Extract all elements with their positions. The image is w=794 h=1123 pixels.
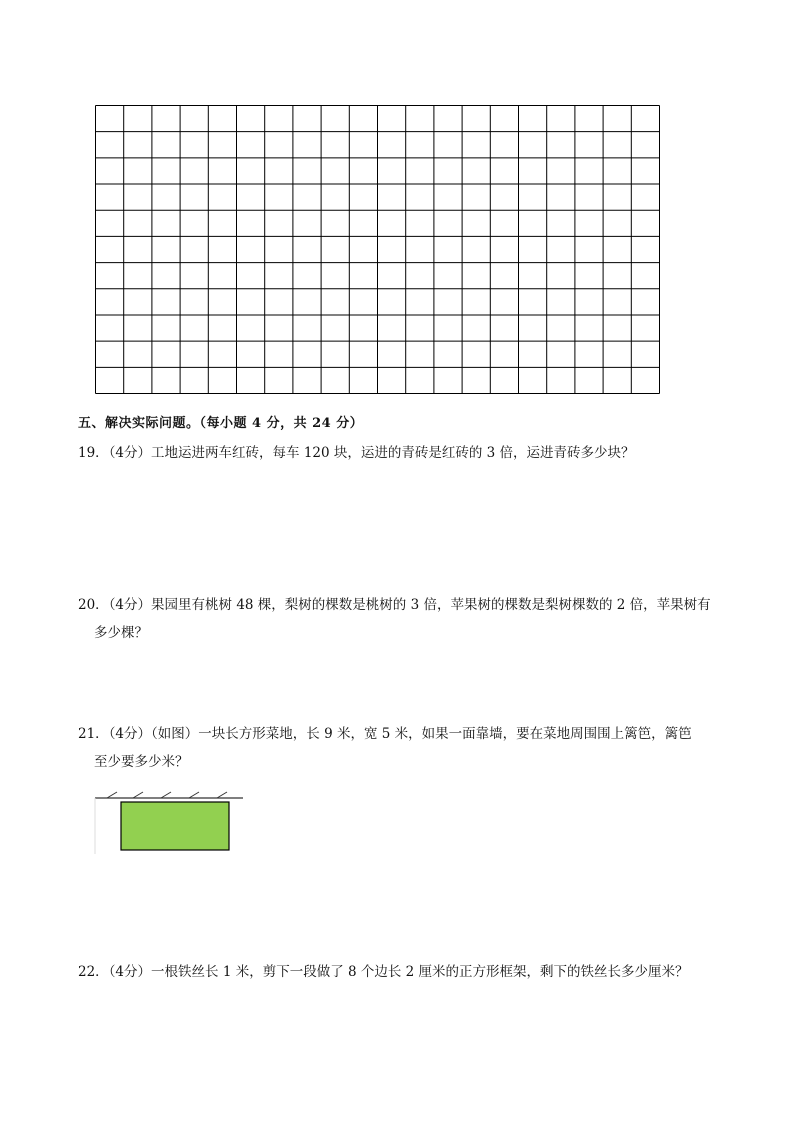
wall-hatch bbox=[217, 792, 227, 798]
wall-hatch bbox=[133, 792, 143, 798]
section-title: 五、解决实际问题。（每小题 4 分，共 24 分） bbox=[78, 416, 364, 431]
field-rectangle bbox=[121, 802, 229, 850]
question-text: （如图）一块长方形菜地，长 9 米，宽 5 米，如果一面靠墙，要在菜地周围围上篱笆，篱笆 bbox=[151, 726, 692, 742]
question-22 bbox=[78, 958, 728, 986]
question-text-continued: 至少要多少米？ bbox=[94, 754, 189, 770]
question-score: （4分） bbox=[108, 726, 152, 742]
field-diagram bbox=[93, 790, 245, 856]
wall-hatch bbox=[161, 792, 171, 798]
question-score: （4分） bbox=[108, 964, 152, 980]
question-score: （4分） bbox=[108, 597, 152, 613]
question-text: 果园里有桃树 48 棵，梨树的棵数是桃树的 3 倍，苹果树的棵数是梨树棵数的 2 倍，苹果树有 bbox=[151, 597, 711, 613]
question-number: 20． bbox=[78, 597, 109, 613]
question-text: 工地运进两车红砖，每车 120 块，运进的青砖是红砖的 3 倍，运进青砖多少块？ bbox=[151, 445, 635, 461]
wall-hatch bbox=[189, 792, 199, 798]
question-text: 一根铁丝长 1 米，剪下一段做了 8 个边长 2 厘米的正方形框架，剩下的铁丝长多少厘米？ bbox=[151, 964, 689, 980]
question-number: 22． bbox=[78, 964, 109, 980]
vegetable-field-figure bbox=[93, 790, 245, 856]
question-21 bbox=[78, 720, 728, 776]
grid-paper bbox=[95, 105, 660, 394]
wall-hatch bbox=[107, 792, 117, 798]
question-number: 21． bbox=[78, 726, 109, 742]
question-number: 19． bbox=[78, 445, 109, 461]
question-score: （4分） bbox=[108, 445, 152, 461]
question-19 bbox=[78, 439, 728, 467]
grid-svg bbox=[95, 105, 660, 394]
question-text-continued: 多少棵？ bbox=[94, 625, 148, 641]
question-20 bbox=[78, 591, 728, 647]
